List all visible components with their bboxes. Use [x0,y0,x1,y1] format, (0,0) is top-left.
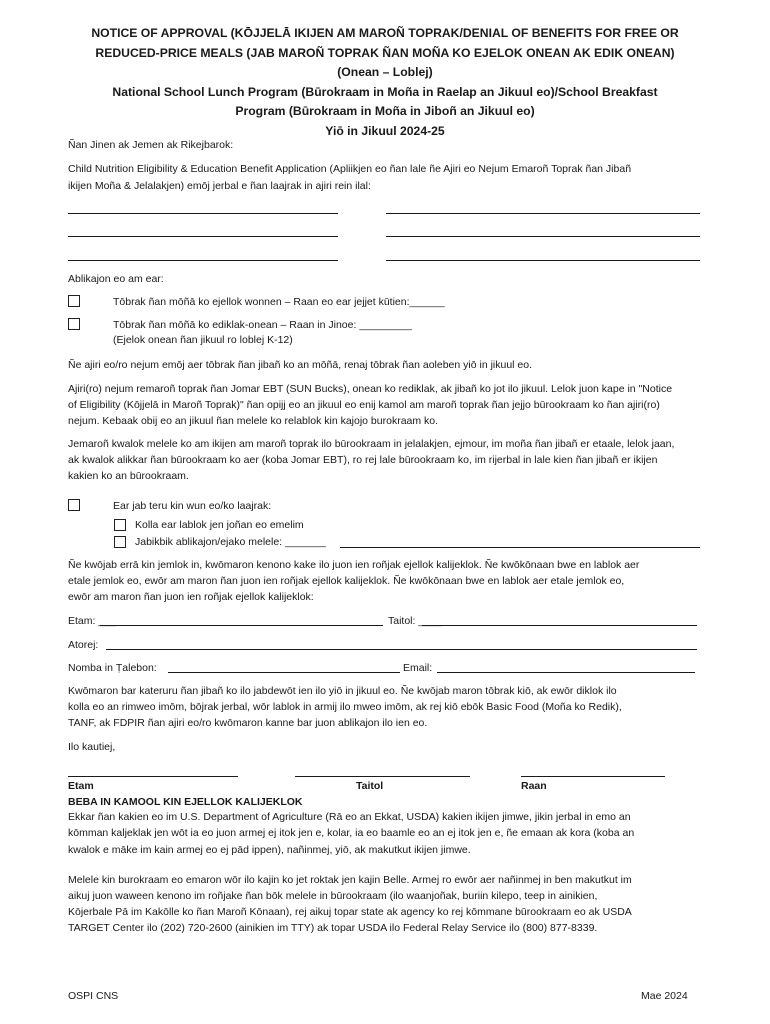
title-line: National School Lunch Program (Būrokraam in Moña in Raelap an Jikuul eo)/School Breakfast [112,84,658,99]
paragraph: Ñe ajiri eo/ro nejum emōj aer tōbrak ñan jibañ ko an mōñā, renaj tōbrak ñan aoleben yiō in jikuul eo. [68,359,533,371]
signature-title-label: Taitol [356,780,384,792]
paragraph-line: etale jemlok eo, ewōr am maron ñan juon ien roñjak ejellok kalijeklok. Ñe kwōkōnaan bwe en lablok aer etale jemlok eo, [68,575,625,587]
closing: Ilo kautiej, [68,741,116,753]
title-line: REDUCED-PRICE MEALS (JAB MAROÑ TOPRAK ÑAN MOÑA KO EJELOK ONEAN AK EDIK ONEAN) [95,45,675,60]
reduced-meals-checkbox[interactable] [68,318,80,330]
phone-line[interactable] [168,672,400,673]
footer-right: Mae 2024 [641,990,688,1002]
paragraph-line: ak kwalok alikkar ñan būrookraam ko aer (koba Jomar EBT), ro rej lale būrookraam ko, im rijerbal in lale kien ñan jibañ er ikijen [68,454,658,466]
paragraph-line: Ñe kwōjab errā kin jemlok in, kwōmaron kenono kake ilo juon ien roñjak ejellok kalijeklok. Ñe kwōkōnaan bwe en lablok aer [68,559,640,571]
paragraph-line: Kwōmaron bar kateruru ñan jibañ ko ilo jabdewōt ien ilo yiō in jikuul eo. Ñe kwōjab maron tōbrak kiō, ak ewōr diklok ilo [68,685,617,697]
signature-date-label: Raan [521,780,547,792]
paragraph-line: of Eligibility (Kōjjelā in Maroñ Toprak)" ñan opijj eo an jikuul eo enij kamol am maroñ toprak ñan jejjo būrookraam ko ñan ajiri(ro) [68,399,660,411]
paragraph-line: Kōjerbale Pā im Kakōlle ko ñan Maroñ Kōnaan), rej aikuj topar state ak agency ko rej kōmmane būrookraam eo ak USDA [68,906,632,918]
title-line: (Onean – Loblej) [337,65,433,79]
contact-title-line[interactable] [422,625,697,626]
paragraph-line: ewōr am maron ñan juon ien roñjak ejellok kalijeklok: [68,591,314,603]
denial-income-option: Kolla ear lablok jen joñan eo emelim [135,519,304,531]
paragraph-line: Melele kin burokraam eo emaron wōr ilo kajin ko jet roktak jen kajin Belle. Armej ro ewōr aer nañinmej in ben makutkut im [68,874,632,886]
denial-income-checkbox[interactable] [114,519,126,531]
student-name-line[interactable] [68,213,338,214]
signature-name-line[interactable] [68,776,238,777]
denial-incomplete-option: Jabikbik ablikajon/ejako melele: _______ [135,536,326,548]
denial-checkbox[interactable] [68,499,80,511]
contact-name-line[interactable] [100,625,383,626]
student-name-line[interactable] [68,236,338,237]
title-line: Yiō in Jikuul 2024-25 [325,123,445,138]
email-label: Email: [403,662,433,674]
student-name-line[interactable] [68,260,338,261]
paragraph-line: kōmman kaljeklak jen wōt ia eo juon armej ej itok jen e, kolar, ia eo baamle eo an ej itok jen e, ñe emaan ak kora (koba an [68,827,635,839]
paragraph-line: TARGET Center ilo (202) 720-2600 (ainikien im TTY) ak topar USDA ilo Federal Relay Service ilo (800) 877-8339. [68,922,598,934]
paragraph-line: Ajiri(ro) nejum remaroñ toprak ñan Jomar EBT (SUN Bucks), onean ko rediklak, ak jibañ ko jot ilo jikuul. Lelok juon kape in "Notice [68,383,673,395]
address-label: Atorej: [68,639,99,651]
student-name-line[interactable] [386,260,700,261]
section-heading: BEBA IN KAMOOL KIN EJELLOK KALIJEKLOK [68,796,303,808]
footer-left: OSPI CNS [68,990,119,1002]
email-line[interactable] [437,672,695,673]
intro-line: ikijen Moña & Jelalakjen) emōj jerbal e ñan laajrak in ajiri rein ilal: [68,180,371,192]
applicants-label: Ablikajon eo am ear: [68,273,164,285]
denial-label: Ear jab teru kin wun eo/ko laajrak: [113,500,272,512]
intro-line: Child Nutrition Eligibility & Education Benefit Application (Apliikjen eo ñan lale ñe Ajiri eo Nejum Emaroñ Toprak ñan Jibañ [68,163,632,175]
title-line: NOTICE OF APPROVAL (KŌJJELĀ IKIJEN AM MAROÑ TOPRAK/DENIAL OF BENEFITS FOR FREE OR [91,26,679,40]
address-line[interactable] [106,649,697,650]
paragraph-line: kolla eo an rimweo imōm, bōjrak jerbal, wōr lablok in armij ilo mweo imōm, ak rej kiō ebōk Basic Food (Moña ko Redik), [68,701,622,713]
denial-reason-line[interactable] [340,547,700,548]
denial-incomplete-checkbox[interactable] [114,536,126,548]
title-line: Program (Būrokraam in Moña in Jiboñ an Jikuul eo) [235,104,535,118]
paragraph-line: Jemaroñ kwalok melele ko am ikijen am maroñ toprak ilo būrookraam in jelalakjen, ejmour, im moña ñan jibañ er etaale, lelok jaan, [68,438,675,450]
paragraph-line: aikuj juon waween kenono im roñjake ñan bōk melele in būrookraam (ilo waanjoñak, buriin kilepo, teep in ainikien, [68,890,598,902]
paragraph-line: kwalok e māke im kain armej eo ej pād ippen), nañinmej, yiō, ak makutkut ikijen jimwe. [68,844,471,856]
paragraph-line: kakien ko an būrookraam. [68,470,189,482]
reduced-meals-option: Tōbrak ñan mōñā ko ediklak-onean – Raan in Jinoe: _________ [113,319,412,331]
signature-name-label: Etam [68,780,94,792]
student-name-line[interactable] [386,236,700,237]
reduced-meals-note: (Ejelok onean ñan jikuul ro loblej K-12) [113,334,293,346]
document-title [40,24,730,141]
paragraph-line: nejum. Kebaak obij eo an jikuul ñan melele ko relablok kin kajojo burokraam ko. [68,415,439,427]
paragraph-line: TANF, ak FDPIR ñan ajiri eo/ro kwōmaron kanne bar juon ablikajon ilo ien eo. [68,717,428,729]
contact-name-label: Etam: ___ [68,615,116,627]
signature-date-line[interactable] [521,776,665,777]
paragraph-line: Ekkar ñan kakien eo im U.S. Department of Agriculture (Rā eo an Ekkat, USDA) kakien ikijen jimwe, jikin jerbal in emo an [68,811,631,823]
student-name-line[interactable] [386,213,700,214]
greeting: Ñan Jinen ak Jemen ak Rikejbarok: [68,139,234,151]
contact-title-label: Taitol: ____ [388,615,442,627]
phone-label: Nomba in Ṭalebon: [68,662,157,674]
free-meals-option: Tōbrak ñan mōñā ko ejellok wonnen – Raan eo ear jejjet kūtien:______ [113,296,445,308]
signature-title-line[interactable] [295,776,470,777]
free-meals-checkbox[interactable] [68,295,80,307]
